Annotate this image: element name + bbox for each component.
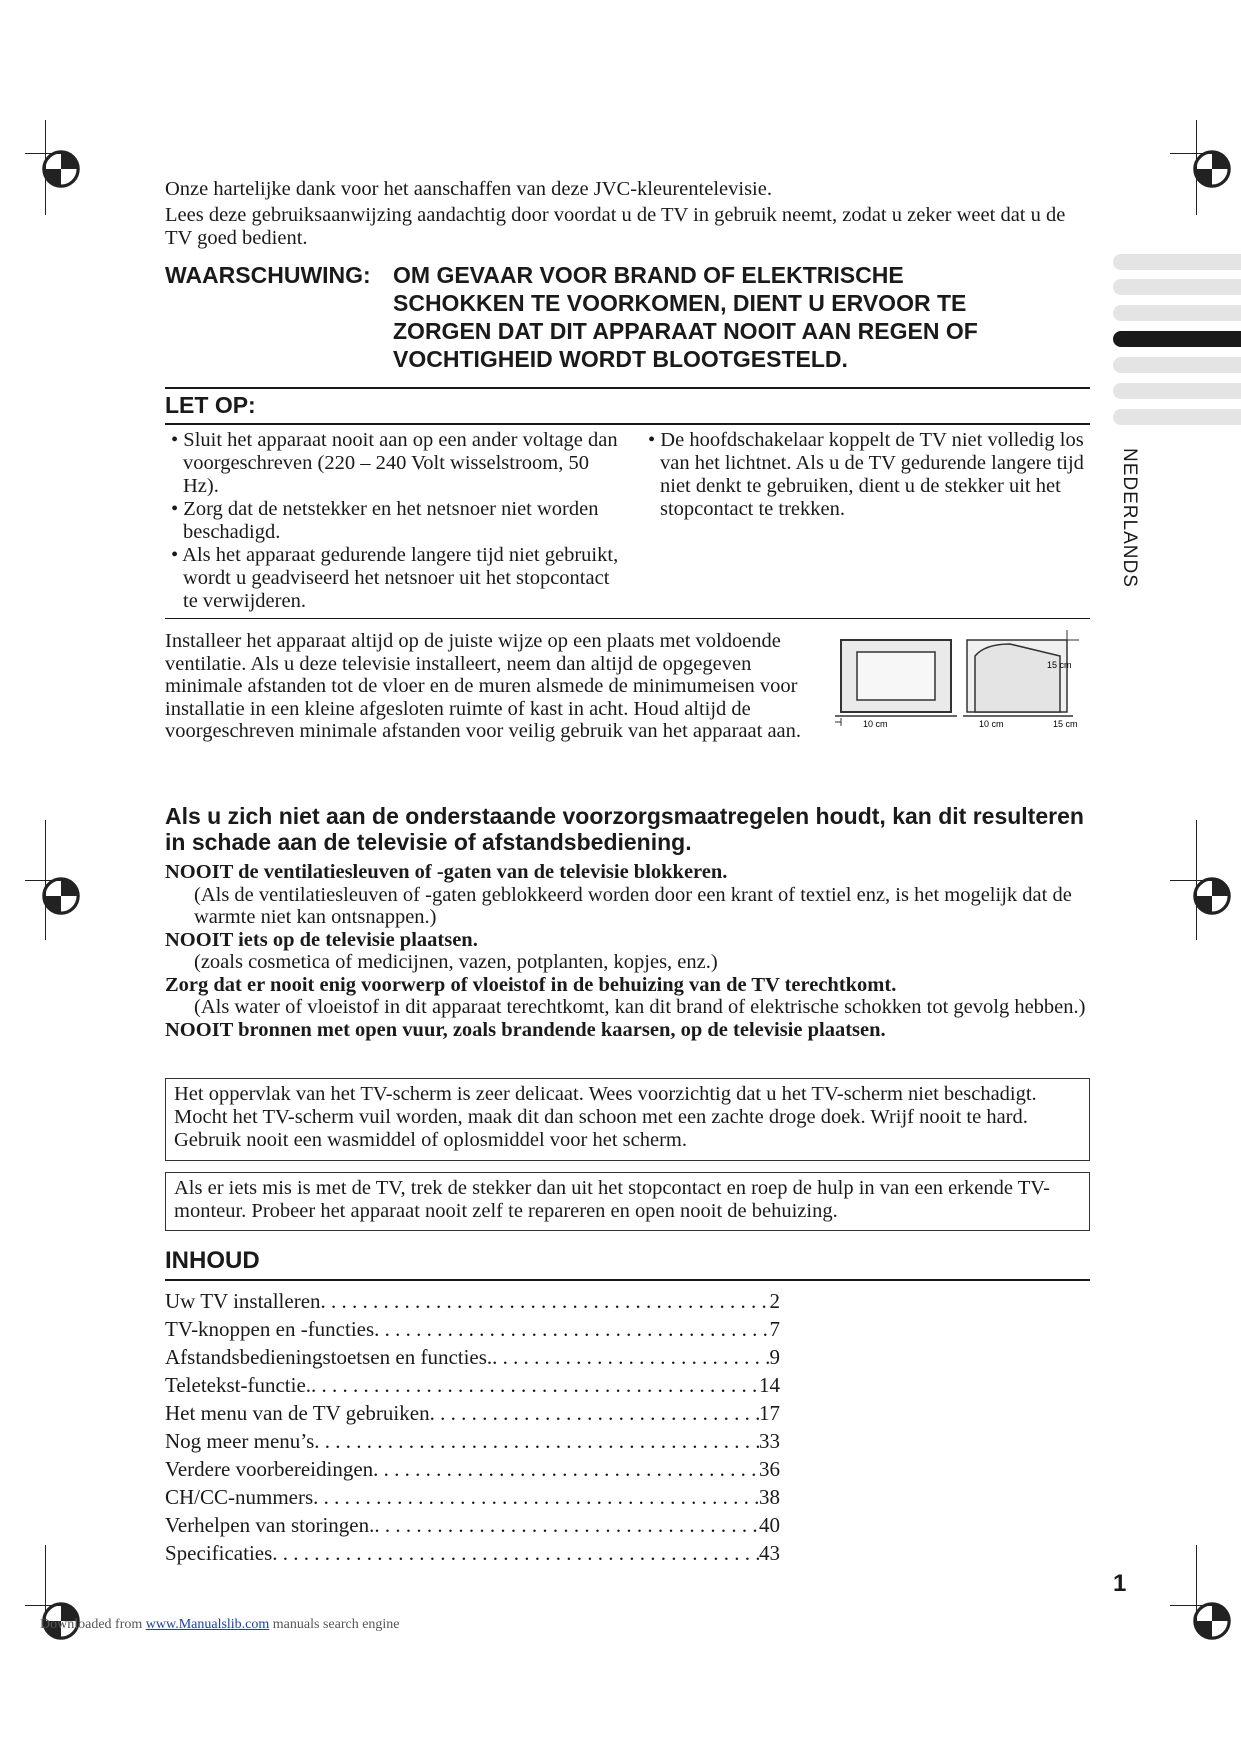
toc-entry-page: 7 bbox=[769, 1317, 780, 1341]
divider bbox=[165, 387, 1090, 389]
precautions-heading: Als u zich niet aan de onderstaande voorzorgsmaatregelen houdt, kan dit resulteren in schade aan de televisie of afstandsbediening. bbox=[165, 803, 1084, 855]
intro-line-2: Lees deze gebruiksaanwijzing aandachtig door voordat u de TV in gebruik neemt, zodat u zeker weet dat u de TV goed bedient. bbox=[165, 204, 1066, 249]
toc-entry[interactable] bbox=[165, 1315, 780, 1343]
service-notice: Als er iets mis is met de TV, trek de stekker dan uit het stopcontact en roep de hulp in van een erkende TV-monteur. Probeer het apparaat nooit zelf te repareren en open nooit de behuizing. bbox=[165, 1172, 1090, 1231]
language-tab bbox=[1113, 305, 1241, 321]
caution-item: • Als het apparaat gedurende langere tijd niet gebruikt, wordt u geadviseerd het netsnoer uit het stopcontact te verwijderen. bbox=[171, 544, 619, 612]
install-text: Installeer het apparaat altijd op de juiste wijze op een plaats met voldoende ventilatie. Als u deze televisie installeert, neem dan altijd de opgegeven minimale afstanden tot de vloer en de muren alsmede de minimumeisen voor installatie in een kleine afgesloten ruimte of kast in acht. Houd altijd de voorgeschreven minimale afstanden voor veilig gebruik van het apparaat aan. bbox=[165, 630, 802, 742]
caution-right-list bbox=[640, 429, 1095, 521]
toc-entry[interactable] bbox=[165, 1371, 780, 1399]
language-tab bbox=[1113, 383, 1241, 399]
toc-entry-page: 17 bbox=[759, 1401, 780, 1425]
toc-entry[interactable] bbox=[165, 1427, 780, 1455]
toc-entry[interactable] bbox=[165, 1455, 780, 1483]
warning-label: WAARSCHUWING: bbox=[165, 262, 371, 288]
footer-suffix: manuals search engine bbox=[269, 1617, 400, 1632]
precautions-list bbox=[165, 861, 1095, 1041]
precaution-title: NOOIT bronnen met open vuur, zoals brandende kaarsen, op de televisie plaatsen. bbox=[165, 1018, 886, 1041]
crosshair-icon bbox=[1182, 1591, 1241, 1651]
toc-entry-label: Verdere voorbereidingen bbox=[165, 1457, 374, 1481]
toc-entry-page: 36 bbox=[759, 1457, 780, 1481]
divider bbox=[165, 618, 1090, 619]
toc-entry-page: 43 bbox=[759, 1541, 780, 1565]
precaution-detail: (Als de ventilatiesleuven of -gaten geblokkeerd worden door een krant of textiel enz, is het mogelijk dat de warmte niet kan ontsnappen.) bbox=[194, 883, 1072, 928]
toc-entry-page: 40 bbox=[759, 1513, 780, 1537]
language-tab bbox=[1113, 357, 1241, 373]
diagram-label-right: 15 cm bbox=[1053, 719, 1078, 729]
warning-text bbox=[393, 261, 1093, 373]
toc-entry-page: 38 bbox=[759, 1485, 780, 1509]
divider bbox=[165, 423, 1090, 425]
language-tab bbox=[1113, 254, 1241, 270]
precaution-title: NOOIT iets op de televisie plaatsen. bbox=[165, 928, 478, 951]
toc-leader bbox=[492, 1343, 769, 1371]
toc-heading: INHOUD bbox=[165, 1247, 260, 1274]
diagram-label-top: 15 cm bbox=[1047, 660, 1072, 670]
precaution-detail: (Als water of vloeistof in dit apparaat terechtkomt, kan dit brand of elektrische schokken tot gevolg hebben.) bbox=[194, 996, 1086, 1018]
toc-leader bbox=[374, 1315, 769, 1343]
diagram-label-left: 10 cm bbox=[863, 719, 888, 729]
warning-line: ZORGEN DAT DIT APPARAAT NOOIT AAN REGEN OF bbox=[393, 318, 978, 344]
footer-link[interactable]: www.Manualslib.com bbox=[145, 1617, 270, 1632]
toc-entry-label: Het menu van de TV gebruiken bbox=[165, 1401, 430, 1425]
toc-leader bbox=[311, 1371, 759, 1399]
caution-item: • Zorg dat de netstekker en het netsnoer niet worden beschadigd. bbox=[171, 498, 599, 543]
toc-entry-label: Uw TV installeren bbox=[165, 1289, 321, 1313]
caution-heading: LET OP: bbox=[165, 392, 256, 418]
divider bbox=[165, 1279, 1090, 1281]
crosshair-icon bbox=[31, 866, 91, 926]
crosshair-icon bbox=[1182, 866, 1241, 926]
toc-leader bbox=[313, 1483, 759, 1511]
crosshair-icon bbox=[1182, 139, 1241, 199]
page-number: 1 bbox=[1113, 1570, 1127, 1597]
warning-line: SCHOKKEN TE VOORKOMEN, DIENT U ERVOOR TE bbox=[393, 290, 967, 316]
caution-item: • De hoofdschakelaar koppelt de TV niet volledig los van het lichtnet. Als u de TV gedurende langere tijd niet denkt te gebruiken, dient u de stekker uit het stopcontact te trekken. bbox=[648, 429, 1084, 520]
footer-prefix: Downloaded from bbox=[40, 1617, 146, 1632]
footer bbox=[40, 1617, 400, 1633]
toc-leader bbox=[374, 1511, 759, 1539]
toc-entry-page: 2 bbox=[769, 1289, 780, 1313]
caution-item: • Sluit het apparaat nooit aan op een ander voltage dan voorgeschreven (220 – 240 Volt wisselstroom, 50 Hz). bbox=[171, 429, 618, 497]
precaution-title: Zorg dat er nooit enig voorwerp of vloeistof in de behuizing van de TV terechtkomt. bbox=[165, 973, 897, 996]
toc-entry-page: 9 bbox=[769, 1345, 780, 1369]
toc-leader bbox=[430, 1399, 759, 1427]
toc-entry-page: 33 bbox=[759, 1429, 780, 1453]
toc-entry-label: Afstandsbedieningstoetsen en functies. bbox=[165, 1345, 493, 1369]
toc-entry-label: Nog meer menu’s bbox=[165, 1429, 315, 1453]
toc-leader bbox=[272, 1539, 759, 1567]
toc-leader bbox=[373, 1455, 759, 1483]
diagram-label-mid: 10 cm bbox=[979, 719, 1004, 729]
precaution-title: NOOIT de ventilatiesleuven of -gaten van de televisie blokkeren. bbox=[165, 861, 728, 883]
language-tab-active bbox=[1113, 331, 1241, 347]
warning-line: VOCHTIGHEID WORDT BLOOTGESTELD. bbox=[393, 346, 848, 372]
toc-entry[interactable] bbox=[165, 1343, 780, 1371]
toc-list bbox=[165, 1287, 780, 1567]
toc-entry-page: 14 bbox=[759, 1373, 780, 1397]
warning-line: OM GEVAAR VOOR BRAND OF ELEKTRISCHE bbox=[393, 262, 904, 288]
toc-entry-label: TV-knoppen en -functies bbox=[165, 1317, 375, 1341]
toc-entry[interactable] bbox=[165, 1287, 780, 1315]
intro-line-1: Onze hartelijke dank voor het aanschaffen van deze JVC-kleurentelevisie. bbox=[165, 178, 772, 200]
toc-entry[interactable] bbox=[165, 1483, 780, 1511]
toc-leader bbox=[314, 1427, 759, 1455]
toc-entry-label: Specificaties bbox=[165, 1541, 273, 1565]
toc-entry-label: Teletekst-functie. bbox=[165, 1373, 312, 1397]
crosshair-icon bbox=[31, 139, 91, 199]
toc-entry[interactable] bbox=[165, 1539, 780, 1567]
precaution-detail: (zoals cosmetica of medicijnen, vazen, potplanten, kopjes, enz.) bbox=[194, 951, 718, 973]
toc-entry[interactable] bbox=[165, 1511, 780, 1539]
language-tab bbox=[1113, 279, 1241, 295]
toc-entry-label: Verhelpen van storingen. bbox=[165, 1513, 375, 1537]
toc-leader bbox=[321, 1287, 770, 1315]
toc-entry-label: CH/CC-nummers bbox=[165, 1485, 314, 1509]
screen-care-notice: Het oppervlak van het TV-scherm is zeer delicaat. Wees voorzichtig dat u het TV-scherm niet beschadigt. Mocht het TV-scherm vuil worden, maak dit dan schoon met een zachte droge doek. Wrijf nooit te hard. Gebruik nooit een wasmiddel of oplosmiddel voor het scherm. bbox=[165, 1078, 1090, 1161]
caution-left-list bbox=[163, 429, 623, 613]
language-tab bbox=[1113, 409, 1241, 425]
ventilation-diagram bbox=[835, 626, 1090, 736]
side-language-label: NEDERLANDS bbox=[1119, 448, 1140, 588]
toc-entry[interactable] bbox=[165, 1399, 780, 1427]
